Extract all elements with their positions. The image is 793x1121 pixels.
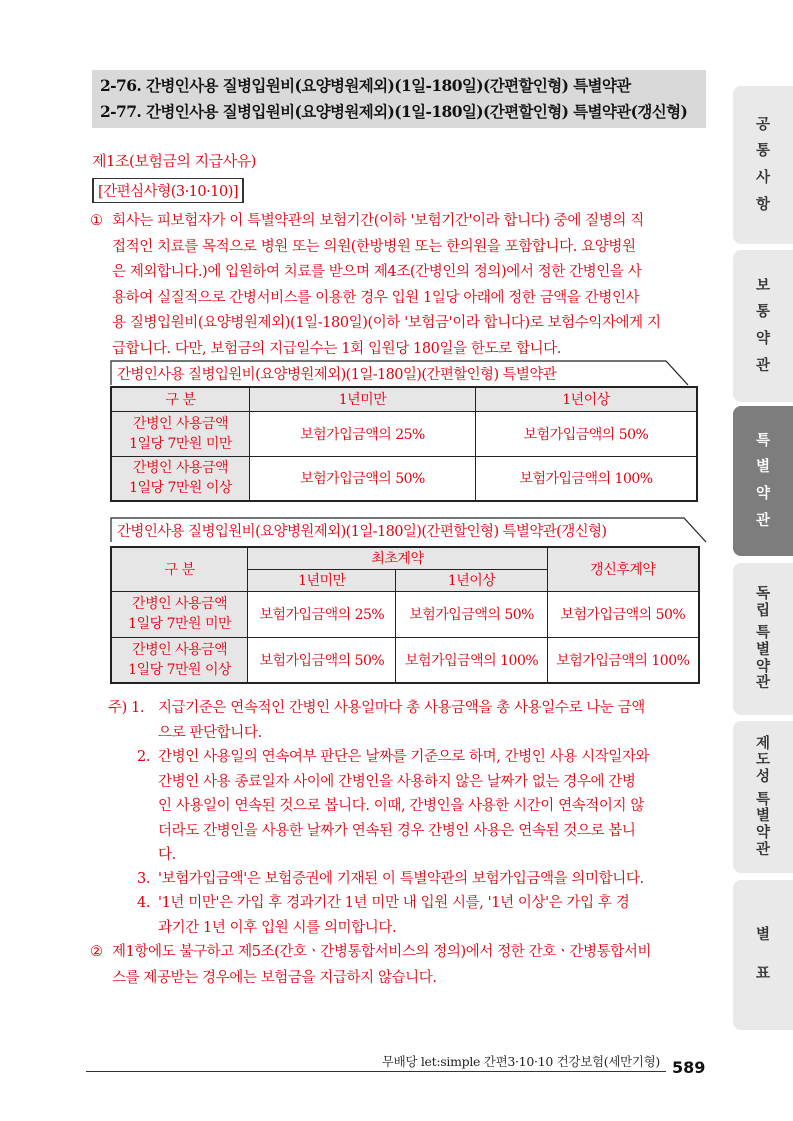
table-cell: 보험가입금액의 50% <box>248 637 396 683</box>
table-cell: 보험가입금액의 50% <box>547 591 699 637</box>
table1-header-gubun: 구 분 <box>111 387 250 411</box>
side-tab-institutional-special-terms[interactable]: 제 도 성 특 별 약 관 <box>733 721 793 873</box>
table-row <box>111 591 699 637</box>
note-line: 과기간 1년 이후 입원 시를 의미합니다. <box>158 919 397 936</box>
row-label-line: 1일당 7만원 미만 <box>128 616 232 632</box>
note-line: 다. <box>158 847 176 863</box>
row-label-line: 1일당 7만원 이상 <box>129 480 232 497</box>
table1-header-over1: 1년이상 <box>476 387 698 411</box>
note-3 <box>158 867 706 892</box>
footer-rule <box>86 1071 666 1072</box>
table1-caption: 간병인사용 질병입원비(요양병원제외)(1일-180일)(간편할인형) 특별약관 <box>117 367 557 383</box>
note-line: 지급기준은 연속적인 간병인 사용일마다 총 사용금액을 총 사용일수로 나눈 금액 <box>158 700 645 716</box>
header-line-1: 2-76. 간병인사용 질병입원비(요양병원제외)(1일-180일)(간편할인형) 특별약관 <box>100 76 631 95</box>
table2-header-first: 최초계약 <box>248 547 548 569</box>
paragraph-1-line: 은 제외합니다.)에 입원하여 치료를 받으며 제4조(간병인의 정의)에서 정한 간병인을 사 <box>112 264 642 280</box>
row-label-line: 1일당 7만원 미만 <box>129 435 232 452</box>
row-label-line: 1일당 7만원 이상 <box>128 661 232 678</box>
table-cell: 보험가입금액의 100% <box>476 456 698 501</box>
row-label-line: 간병인 사용금액 <box>132 596 228 612</box>
paragraph-1-line: 접적인 치료를 목적으로 병원 또는 의원(한방병원 또는 한의원을 포함합니다. 요양병원 <box>112 238 636 255</box>
table-cell: 보험가입금액의 25% <box>248 591 396 637</box>
table1 <box>110 386 698 502</box>
table2-header-gubun: 구 분 <box>111 547 248 591</box>
note-2 <box>158 745 706 868</box>
paragraph-1-line: 용하여 실질적으로 간병서비스를 이용한 경우 입원 1일당 아래에 정한 금액을 간병인사 <box>112 289 640 306</box>
note-prefix: 주) 1. <box>108 700 145 716</box>
note-4-number: 4. <box>137 895 151 911</box>
review-type-tag: [간편심사형(3·10·10)] <box>92 178 244 203</box>
note-line: '보험가입금액'은 보험증권에 기재된 이 특별약관의 보험가입금액을 의미합니다. <box>158 871 644 887</box>
table1-row-label <box>111 456 250 501</box>
table2-header-renew: 갱신후계약 <box>547 547 699 591</box>
table-row <box>111 456 697 501</box>
table2-caption: 간병인사용 질병입원비(요양병원제외)(1일-180일)(간편할인형) 특별약관(갱신형) <box>117 524 607 540</box>
paragraph-2-line: 제1항에도 불구하고 제5조(간호ㆍ간병통합서비스의 정의)에서 정한 간호ㆍ간병통합서비 <box>112 944 652 960</box>
table-cell: 보험가입금액의 25% <box>250 411 476 456</box>
row-label-line: 간병인 사용금액 <box>132 641 228 658</box>
paragraph-1-line: 급합니다. 다만, 보험금의 지급일수는 1회 입원당 180일을 한도로 합니다. <box>112 340 561 357</box>
note-line: 더라도 간병인을 사용한 날짜가 연속된 경우 간병인 사용은 연속된 것으로 봅니 <box>158 822 636 839</box>
table-cell: 보험가입금액의 100% <box>547 637 699 683</box>
side-tab-special-terms[interactable]: 특 별 약 관 <box>733 406 793 556</box>
footer-title: 무배당 let:simple 간편3·10·10 건강보험(세만기형) <box>381 1054 660 1069</box>
table2 <box>110 546 700 684</box>
note-3-number: 3. <box>137 871 151 887</box>
note-line: 으로 판단합니다. <box>158 724 262 741</box>
page-number: 589 <box>672 1058 706 1077</box>
note-line: 간병인 사용 종료일자 사이에 간병인을 사용하지 않은 날짜가 없는 경우에 간병 <box>158 773 636 790</box>
paragraph-1-number: ① <box>90 213 103 229</box>
note-4 <box>158 891 706 940</box>
note-2-number: 2. <box>137 749 151 765</box>
side-tab-appendix[interactable]: 별 표 <box>733 880 793 1030</box>
paragraph-1-line: 회사는 피보험자가 이 특별약관의 보험기간(이하 '보험기간'이라 합니다) 중에 질병의 직 <box>112 213 644 229</box>
table-row <box>111 411 697 456</box>
table2-header-over1: 1년이상 <box>396 569 547 591</box>
side-tab-independent-special-terms[interactable]: 독 립 특 별 약 관 <box>733 563 793 715</box>
table1-row-label <box>111 411 250 456</box>
row-label-line: 간병인 사용금액 <box>132 415 229 432</box>
side-tab-general-terms[interactable]: 보 통 약 관 <box>733 250 793 402</box>
note-line: 인 사용일이 연속된 것으로 봅니다. 이때, 간병인을 사용한 시간이 연속적이지 않 <box>158 798 644 814</box>
table-cell: 보험가입금액의 50% <box>396 591 547 637</box>
paragraph-2-line: 스를 제공받는 경우에는 보험금을 지급하지 않습니다. <box>112 969 437 986</box>
paragraph-1-line: 용 질병입원비(요양병원제외)(1일-180일)(이하 '보험금'이라 합니다)로 보험수익자에게 지 <box>112 315 661 331</box>
table-cell: 보험가입금액의 100% <box>396 637 547 683</box>
side-tab-common[interactable]: 공 통 사 항 <box>733 86 793 244</box>
row-label-line: 간병인 사용금액 <box>132 460 229 477</box>
article-title: 제1조(보험금의 지급사유) <box>92 152 256 170</box>
paragraph-2 <box>90 940 708 991</box>
paragraph-1 <box>90 209 708 362</box>
table1-header-under1: 1년미만 <box>250 387 476 411</box>
table-cell: 보험가입금액의 50% <box>476 411 698 456</box>
table2-row-label <box>111 591 248 637</box>
header-line-2: 2-77. 간병인사용 질병입원비(요양병원제외)(1일-180일)(간편할인형) 특별약관(갱신형) <box>100 102 688 121</box>
table-cell: 보험가입금액의 50% <box>250 456 476 501</box>
note-line: '1년 미만'은 가입 후 경과기간 1년 미만 내 입원 시를, '1년 이상'은 가입 후 경 <box>158 895 630 911</box>
table-row <box>111 637 699 683</box>
paragraph-2-number: ② <box>90 944 103 960</box>
table2-row-label <box>111 637 248 683</box>
note-line: 간병인 사용일의 연속여부 판단은 날짜를 기준으로 하며, 간병인 사용 시작일자와 <box>158 749 650 765</box>
note-1 <box>158 696 706 745</box>
table2-header-under1: 1년미만 <box>248 569 396 591</box>
